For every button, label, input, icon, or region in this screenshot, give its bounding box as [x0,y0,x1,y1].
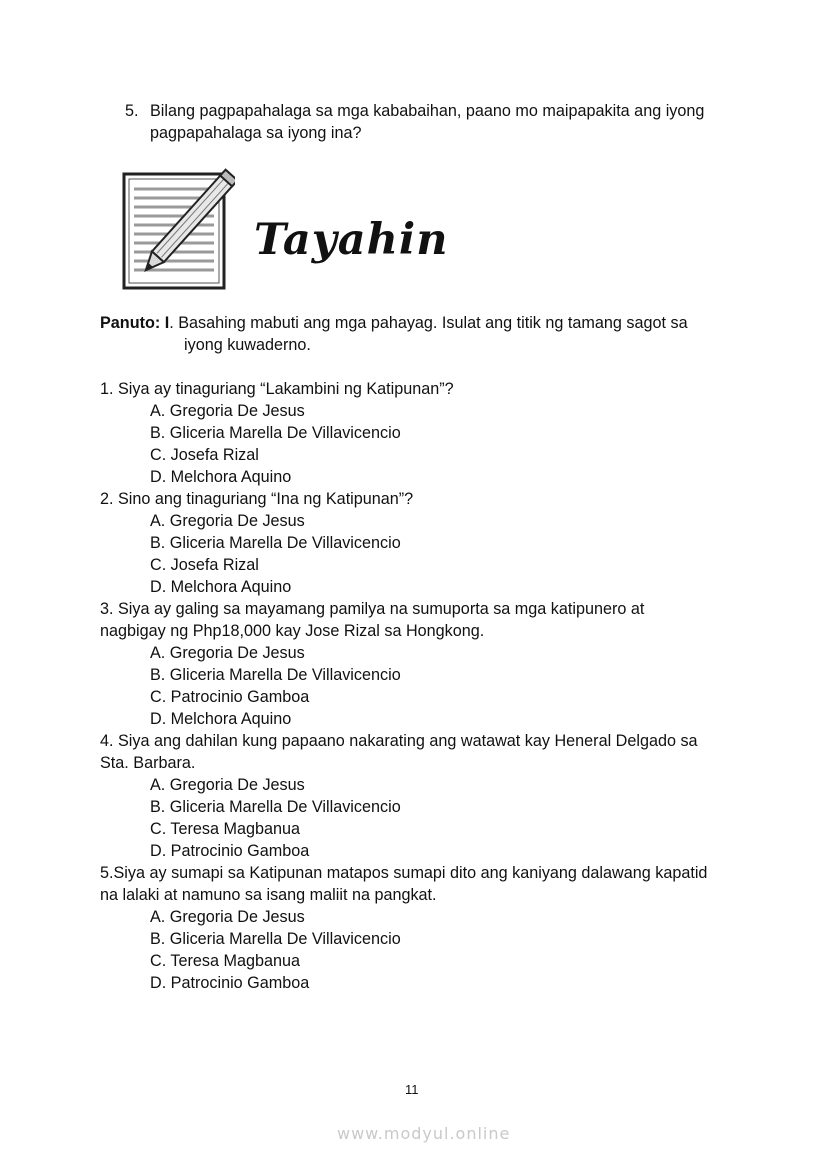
question-4-line-2: Sta. Barbara. [100,754,196,772]
question-3-line-1: 3. Siya ay galing sa mayamang pamilya na sumuporta sa mga katipunero at [100,600,645,618]
question-4-option-d: D. Patrocinio Gamboa [150,842,310,860]
question-5-option-d: D. Patrocinio Gamboa [150,974,310,992]
question-1-option-b: B. Gliceria Marella De Villavicencio [150,424,401,442]
question-5-line-2: na lalaki at namuno sa isang maliit na pangkat. [100,886,437,904]
question-4-option-c: C. Teresa Magbanua [150,820,300,838]
question-4-line-1: 4. Siya ang dahilan kung papaano nakarating ang watawat kay Heneral Delgado sa [100,732,698,750]
instructions-text-1: . Basahing mabuti ang mga pahayag. Isulat ang titik ng tamang sagot sa [169,314,688,332]
question-2-option-b: B. Gliceria Marella De Villavicencio [150,534,401,552]
question-2-line-1: 2. Sino ang tinaguriang “Ina ng Katipunan”? [100,490,414,508]
instructions-line-2: iyong kuwaderno. [184,336,311,354]
instructions-line-1 [100,312,688,334]
watermark: www.modyul.online [337,1124,511,1143]
question-1-line-1: 1. Siya ay tinaguriang “Lakambini ng Katipunan”? [100,380,454,398]
question-1-option-d: D. Melchora Aquino [150,468,292,486]
question-1-option-a: A. Gregoria De Jesus [150,402,305,420]
question-5-option-a: A. Gregoria De Jesus [150,908,305,926]
question-3-option-c: C. Patrocinio Gamboa [150,688,310,706]
question-2-option-d: D. Melchora Aquino [150,578,292,596]
question-line-1: Bilang pagpapahalaga sa mga kababaihan, paano mo maipapakita ang iyong [150,102,705,120]
page-number: 11 [405,1082,419,1097]
question-3-option-d: D. Melchora Aquino [150,710,292,728]
question-line-2: pagpapahalaga sa iyong ina? [150,124,362,142]
question-3-option-b: B. Gliceria Marella De Villavicencio [150,666,401,684]
question-3-line-2: nagbigay ng Php18,000 kay Jose Rizal sa Hongkong. [100,622,485,640]
question-5-line-1: 5.Siya ay sumapi sa Katipunan matapos sumapi dito ang kaniyang dalawang kapatid [100,864,708,882]
question-number: 5. [125,102,139,120]
question-2-option-a: A. Gregoria De Jesus [150,512,305,530]
section-title: Tayahin [254,215,449,265]
question-2-option-c: C. Josefa Rizal [150,556,259,574]
question-4-option-b: B. Gliceria Marella De Villavicencio [150,798,401,816]
question-1-option-c: C. Josefa Rizal [150,446,259,464]
instructions-label: Panuto: I [100,314,170,332]
notepad-pencil-icon [120,168,235,292]
question-5-option-c: C. Teresa Magbanua [150,952,300,970]
question-5-option-b: B. Gliceria Marella De Villavicencio [150,930,401,948]
question-4-option-a: A. Gregoria De Jesus [150,776,305,794]
question-3-option-a: A. Gregoria De Jesus [150,644,305,662]
